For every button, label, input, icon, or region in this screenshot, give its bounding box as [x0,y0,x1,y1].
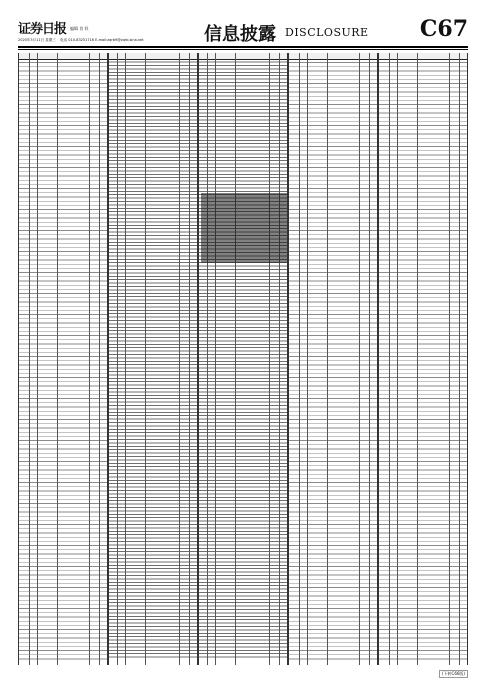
column-divider [179,53,180,665]
column-divider [207,53,208,665]
header-rule-thin [18,49,468,50]
table-rows [199,60,287,660]
column-divider [215,53,216,665]
continued-note: (下转C66版) [439,670,468,678]
column-divider [235,53,236,665]
column-header [109,53,197,60]
masthead [0,0,484,48]
table-column-5 [378,53,468,665]
column-divider [145,53,146,665]
contact-text: 电话 010-83251716 E-mail:zqrb9@zqrb.sina.net [60,38,144,42]
column-divider [417,53,418,665]
column-divider [327,53,328,665]
table-rows [19,60,107,660]
dense-text-block [201,193,287,263]
column-header [199,53,287,60]
column-divider [99,53,100,665]
column-header [379,53,467,60]
editor-line: 编辑 肖 钗 [70,26,89,31]
column-divider [369,53,370,665]
table-rows [109,60,197,660]
table-rows [379,60,467,660]
column-divider [37,53,38,665]
column-divider [189,53,190,665]
column-divider [459,53,460,665]
column-divider [299,53,300,665]
column-divider [307,53,308,665]
table-column-3 [198,53,288,665]
table-column-4 [288,53,378,665]
table-column-2 [108,53,198,665]
header-rule [18,46,468,48]
page-number: C67 [419,16,468,42]
column-divider [269,53,270,665]
column-header [289,53,377,60]
section-title: 信息披露 [204,24,276,45]
column-divider [117,53,118,665]
disclosure-table-grid [18,53,468,665]
column-divider [389,53,390,665]
column-divider [397,53,398,665]
column-divider [125,53,126,665]
newspaper-logo: 证券日报 [18,22,67,37]
date-text: 2020年3月11日 星期三 [18,38,56,42]
column-divider [359,53,360,665]
table-rows [289,60,377,660]
section-title-english: DISCLOSURE [285,26,369,39]
date-line [18,38,144,43]
column-divider [29,53,30,665]
column-divider [57,53,58,665]
column-header [19,53,107,60]
column-divider [449,53,450,665]
column-divider [89,53,90,665]
table-column-1 [18,53,108,665]
column-divider [279,53,280,665]
